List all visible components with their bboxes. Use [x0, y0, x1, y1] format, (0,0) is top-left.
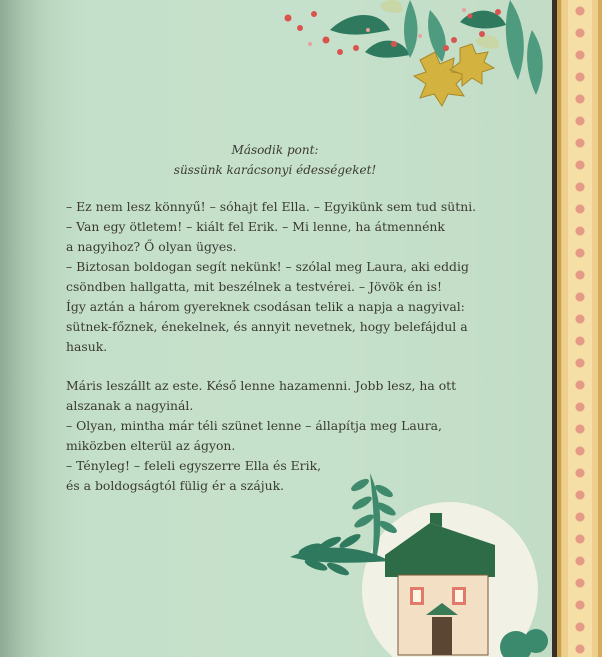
- text-line: és a boldogságtól fülig ér a szájuk.: [66, 478, 285, 493]
- decorative-border: [552, 0, 602, 657]
- paragraph: [66, 197, 486, 357]
- text-line: a nagyihoz? Ő olyan ügyes.: [66, 239, 237, 254]
- text-line: hasuk.: [66, 339, 108, 354]
- text-line: – Van egy ötletem! – kiált fel Erik. – Mi lenne, ha átmennénk: [66, 219, 445, 234]
- heading-line: süssünk karácsonyi édességeket!: [173, 163, 377, 177]
- heading-line: Második pont:: [231, 143, 319, 157]
- cottage-illustration: [280, 465, 552, 657]
- text-line: – Ez nem lesz könnyű! – sóhajt fel Ella. – Egyikünk sem tud sütni.: [66, 199, 477, 214]
- holly-branch-icon: [270, 0, 552, 115]
- text-line: Így aztán a három gyereknek csodásan telik a napja a nagyival:: [66, 299, 465, 314]
- text-line: – Biztosan boldogan segít nekünk! – szólal meg Laura, aki eddig: [66, 259, 469, 274]
- text-line: Máris leszállt az este. Késő lenne hazamenni. Jobb lesz, ha ott: [66, 378, 457, 393]
- floral-border-pattern: [562, 0, 598, 657]
- section-heading: [140, 140, 410, 180]
- text-line: sütnek-főznek, énekelnek, és annyit nevetnek, hogy belefájdul a: [66, 319, 468, 334]
- text-line: – Tényleg! – feleli egyszerre Ella és Erik,: [66, 458, 322, 473]
- text-line: csöndben hallgatta, mit beszélnek a testvérei. – Jövök én is!: [66, 279, 442, 294]
- text-line: – Olyan, mintha már téli szünet lenne – állapítja meg Laura,: [66, 418, 442, 433]
- text-line: alszanak a nagyinál.: [66, 398, 194, 413]
- text-line: miközben elterül az ágyon.: [66, 438, 236, 453]
